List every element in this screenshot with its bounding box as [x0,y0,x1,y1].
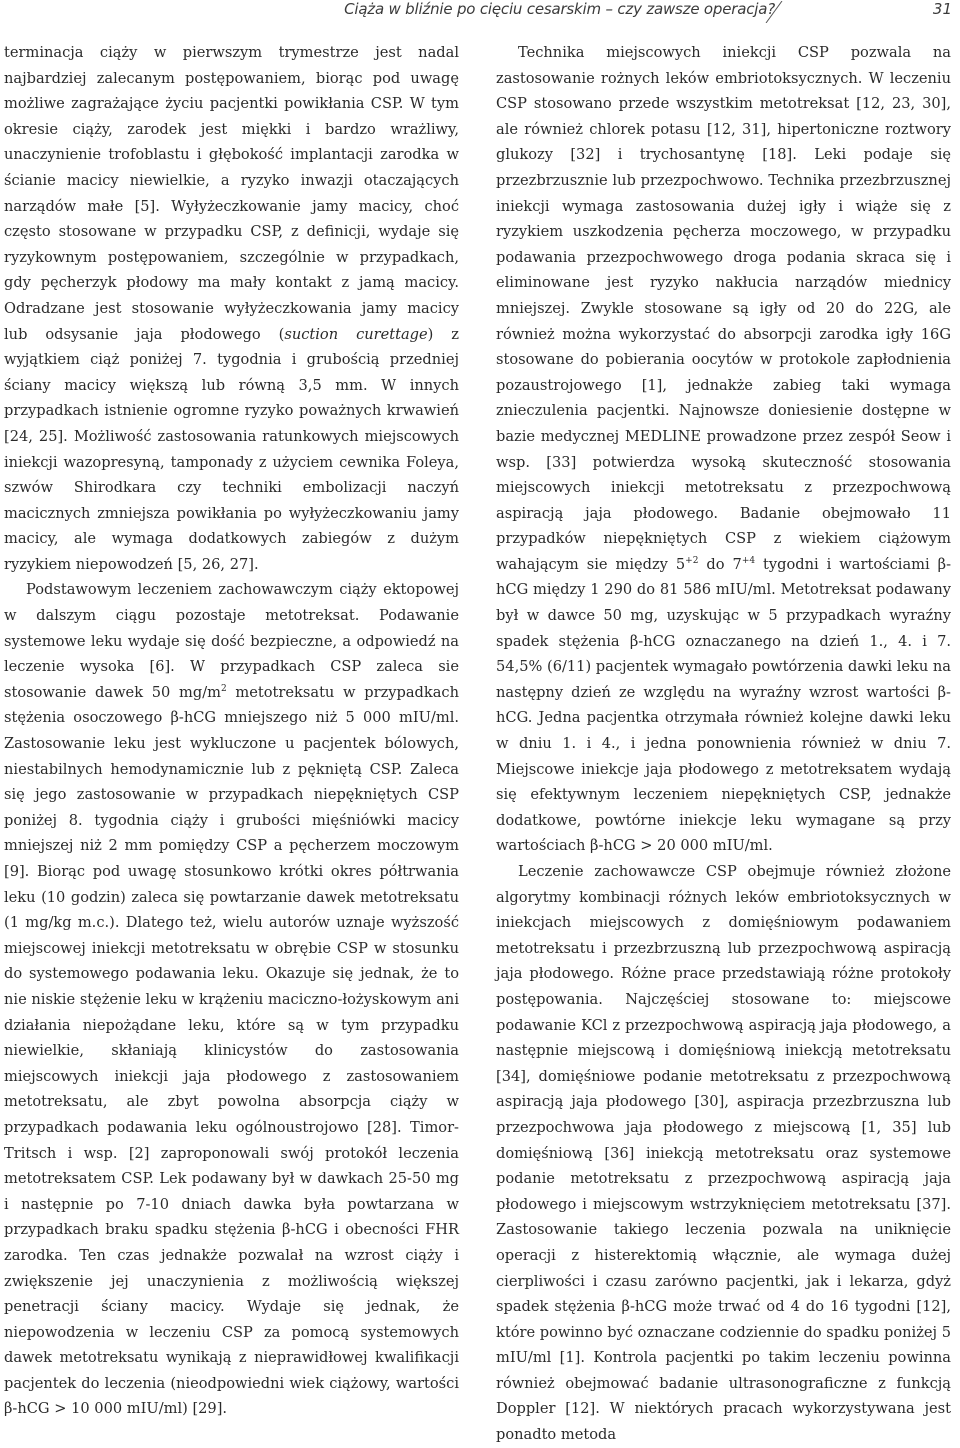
paragraph [496,40,951,859]
left-column [4,40,459,1422]
italic-term: suction curettage [284,325,428,343]
page-number: 31 [932,0,952,18]
superscript: +4 [741,556,756,567]
running-title: Ciąża w bliźnie po cięciu cesarskim – czy zawsze operacja? [344,0,775,18]
superscript: 2 [220,683,227,694]
page-header [0,0,960,26]
header-rule [760,1,960,23]
paragraph [496,859,951,1448]
text-run: metotreksatu w przypadkach stężenia osoczowego β-hCG mniejszego niż 5 000 mIU/ml. Zastosowanie leku jest wykluczone u pacjentek bólowych, niestabilnych hemodynamicznie lub z pękniętą CSP. Zaleca się jego zastosowanie w przypadkach niepękniętych CSP poniżej 8. tygodnia ciąży i grubości mięśniówki macicy mniejszej niż 2 mm pomiędzy CSP a pęcherzem moczowym [9]. Biorąc pod uwagę stosunkowo krótki okres półtrwania leku (10 godzin) zaleca się powtarzanie dawek metotreksatu (1 mg/kg m.c.). Dlatego też, wielu autorów uznaje wyższość miejscowej iniekcji metotreksatu w obrębie CSP w stosunku do systemowego podawania leku. Okazuje się jednak, że to nie niskie stężenie leku w krążeniu maciczno-łożyskowym ani działania niepożądane leku, które są w tym przypadku niewielkie, skłaniają klinicystów do zastosowania miejscowych iniekcji jaja płodowego z zastosowaniem metotreksatu, ale zbyt powolna absorpcja ciąży w przypadkach podawania leku ogólnoustrojowo [28]. Timor-Tritsch i wsp. [2] zaproponowali swój protokół leczenia metotreksatem CSP. Lek podawany był w dawkach 25-50 mg i następnie po 7-10 dniach dawka była powtarzana w przypadkach braku spadku stężenia β-hCG i obecności FHR zarodka. Ten czas jednakże pozwalał na wzrost ciąży i zwiększenie jej unaczynienia z możliwością większej penetracji ściany macicy. Wydaje się jednak, że niepowodzenia w leczeniu CSP za pomocą systemowych dawek metotreksatu wynikają z nieprawidłowej kwalifikacji pacjentek do leczenia (nieodpowiedni wiek ciążowy, wartości β-hCG > 10 000 mIU/ml) [29]. [4,683,460,1418]
text-run: terminacja ciąży w pierwszym trymestrze jest nadal najbardziej zalecanym postępowaniem, biorąc pod uwagę możliwe zagrażające życiu pacjentki powikłania CSP. W tym okresie ciąży, zarodek jest miękki i bardzo wrażliwy, unaczynienie trofoblastu i głębokość implantacji zarodka w ścianie macicy niewielkie, a ryzyko inwazji otaczających narządów małe [5]. Wyłyżeczkowanie jamy macicy, choć często stosowane w przypadku CSP, z definicji, wydaje się ryzykownym postępowaniem, szczególnie w przypadkach, gdy pęcherzyk płodowy ma mały kontakt z jamą macicy. Odradzane jest stosowanie wyłyżeczkowania jamy macicy lub odsysanie jaja płodowego ( [4,44,459,343]
text-run: do 7 [698,555,742,573]
text-run: Leczenie zachowawcze CSP obejmuje również złożone algorytmy kombinacji różnych leków embriotoksycznych w iniekcjach miejscowych z domięśniowym podawaniem metotreksatu i przezbrzuszną lub przezpochwową aspiracją jaja płodowego. Różne prace przedstawiają różne protokoły postępowania. Najczęściej stosowane to: miejscowe podawanie KCl z przezpochwową aspiracją jaja płodowego, a następnie miejscową i domięśniową iniekcją metotreksatu [34], domięśniowe podanie metotreksatu z przezpochwową aspiracją jaja płodowego [30], aspiracja przezbrzuszna lub przezpochwowa jaja płodowego z miejscową [1, 35] lub domięśniową [36] iniekcją metotreksatu oraz systemowe podanie metotreksatu z przezpochwową aspiracją jaja płodowego i miejscowym wstrzyknięciem metotreksatu [37]. Zastosowanie takiego leczenia pozwala na uniknięcie operacji z histerektomią włącznie, ale wymaga dużej cierpliwości i czasu zarówno pacjentki, jak i lekarza, gdyż spadek stężenia β-hCG może trwać od 4 do 16 tygodni [12], które powinno być oznaczane codziennie do spadku poniżej 5 mIU/ml [1]. Kontrola pacjentki po takim leczeniu powinna również obejmować badanie ultrasonograficzne z funkcją Doppler [12]. W niektórych pracach wykorzystywana jest ponadto metoda [496,863,951,1444]
text-run: tygodni i wartościami β-hCG między 1 290 do 81 586 mIU/ml. Metotreksat podawany był w dawce 50 mg, uzyskując w 5 przypadkach wyraźny spadek stężenia β-hCG oznaczanego na dzień 1., 4. i 7. 54,5% (6/11) pacjentek wymagało powtórzenia dawki leku na następny dzień ze względu na wyraźny wzrost wartości β-hCG. Jedna pacjentka otrzymała również kolejne dawki leku w dniu 1. i 4., i jedna ponownienia również w dniu 7. Miejscowe iniekcje jaja płodowego z metotreksatem wydają się efektywnym leczeniem niepękniętych CSP, jednakże dodatkowe, powtórne iniekcje leku wymagane są przy wartościach β-hCG > 20 000 mIU/ml. [496,555,951,855]
text-run: Technika miejscowych iniekcji CSP pozwala na zastosowanie rożnych leków embriotoksycznych. W leczeniu CSP stosowano przede wszystkim metotreksat [12, 23, 30], ale również chlorek potasu [12, 31], hipertoniczne roztwory glukozy [32] i trychosantynę [18]. Leki podaje się przezbrzusznie lub przezpochwowo. Technika przezbrzusznej iniekcji wymaga zastosowania dużej igły i wiąże się z ryzykiem uszkodzenia pęcherza moczowego, w przypadku podawania przezpochwowego droga podania skraca się i eliminowane jest ryzyko nakłucia narządów miednicy mniejszej. Zwykle stosowane są igły od 20 do 22G, ale również można wykorzystać do absorpcji zarodka igły 16G stosowane do pobierania oocytów w protokole zapłodnienia pozaustrojowego [1], jednakże zabieg taki wymaga znieczulenia pacjentki. Najnowsze doniesienie dostępne w bazie medycznej MEDLINE prowadzone przez zespół Seow i wsp. [33] potwierdza wysoką skuteczność stosowania miejscowych iniekcji metotreksatu z przezpochwową aspiracją jaja płodowego. Badanie obejmowało 11 przypadków niepękniętych CSP z wiekiem ciążowym wahającym sie między 5 [496,44,951,573]
text-run: Podstawowym leczeniem zachowawczym ciąży ektopowej w dalszym ciągu pozostaje metotreksat. Podawanie systemowe leku wydaje się dość bezpieczne, a odpowiedź na leczenie wysoka [6]. W przypadkach CSP zaleca sie stosowanie dawek 50 mg/m [4,581,459,701]
paragraph [4,40,459,577]
right-column [496,40,951,1448]
text-run: ) z wyjątkiem ciąż poniżej 7. tygodnia i grubością przedniej ściany macicy większą lub równą 3,5 mm. W innych przypadkach istnienie ogromne ryzyko poważnych krwawień [24, 25]. Możliwość zastosowania ratunkowych miejscowych iniekcji wazopresyną, tamponady z użyciem cewnika Foleya, szwów Shirodkara czy techniki embolizacji naczyń macicznych zmniejsza powikłania po wyłyżeczkowaniu jamy macicy, ale wymaga dodatkowych zabiegów z dużym ryzykiem niepowodzeń [5, 26, 27]. [4,325,460,573]
superscript: +2 [685,556,699,567]
paragraph [4,577,459,1422]
